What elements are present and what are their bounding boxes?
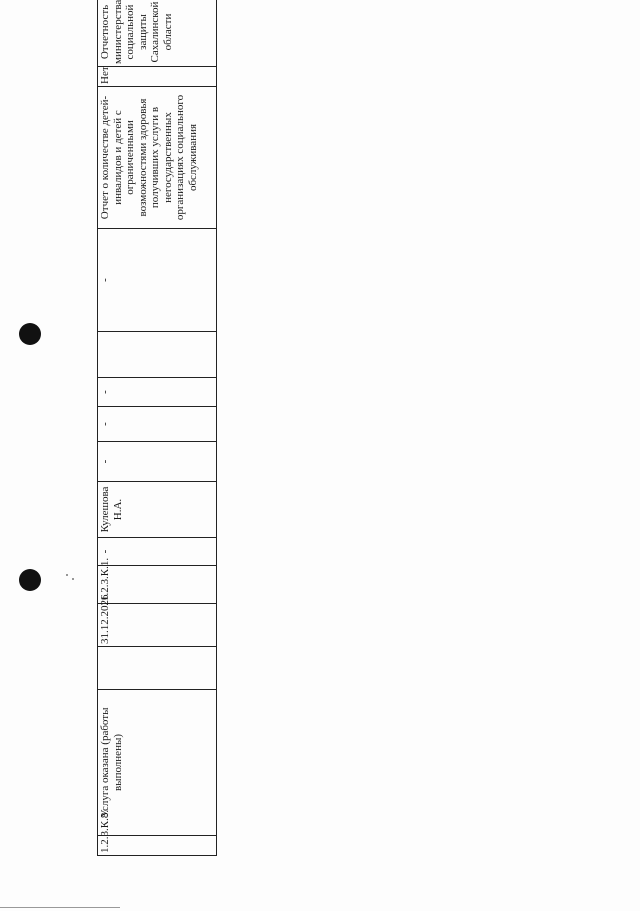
- scan-speck: [72, 578, 74, 580]
- empty-cell: [98, 332, 217, 378]
- point-cell: 1.2.3.К.1.: [98, 566, 217, 604]
- document-cell: Отчет о количестве детей-инвалидов и детей с ограниченными возможностями здоровья получивших услуги в негосударственных организациях социального обслуживания: [98, 87, 217, 229]
- rotated-table-container: [97, 0, 217, 856]
- table-row: [98, 0, 217, 856]
- dash-cell: -: [98, 538, 217, 566]
- dash-cell: -: [98, 378, 217, 407]
- flag-cell: Нет: [98, 67, 217, 87]
- dash-cell: -: [98, 229, 217, 332]
- date-cell: 31.12.2026: [98, 604, 217, 647]
- plan-table: [97, 0, 217, 856]
- responsible-cell: Кулешова Н.А.: [98, 482, 217, 538]
- punch-hole-bottom: [19, 569, 41, 591]
- dash-cell: -: [98, 407, 217, 442]
- punch-hole-top: [19, 323, 41, 345]
- scan-edge-line: [0, 907, 120, 908]
- row-number-cell: 1.2.3.К.8.: [98, 836, 217, 856]
- scan-speck: [66, 574, 68, 576]
- dash-cell: -: [98, 442, 217, 482]
- source-cell: Отчетность министерства социальной защиты Сахалинской области: [98, 0, 217, 67]
- empty-cell: [98, 647, 217, 690]
- result-cell: Услуга оказана (работы выполнены): [98, 690, 217, 836]
